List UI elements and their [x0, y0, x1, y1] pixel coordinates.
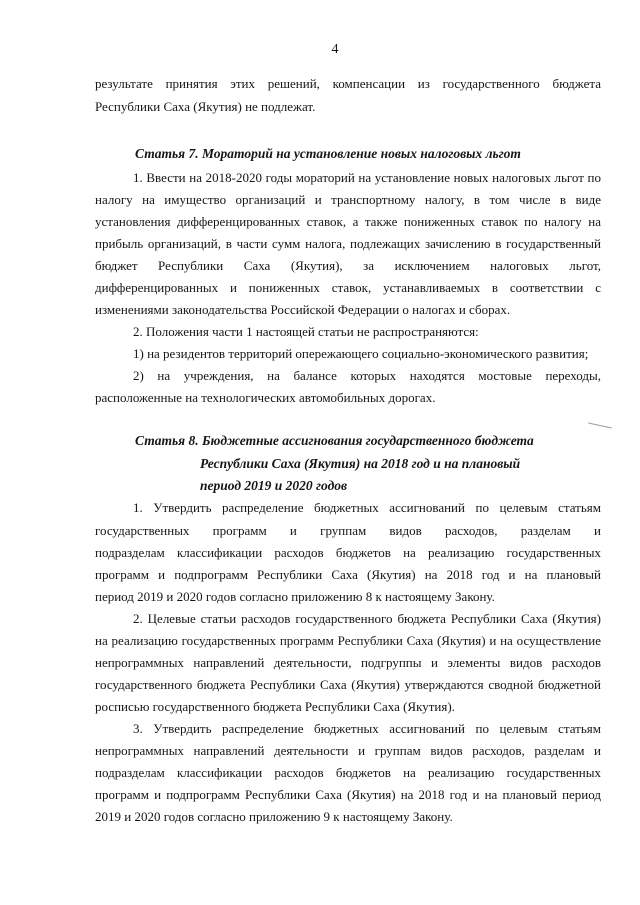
text-line: 1) на резидентов территорий опережающего социально-экономического развития; — [133, 346, 589, 361]
text-line: Республики Саха (Якутия) не подлежат. — [95, 99, 316, 114]
text-line: 1. Утвердить распределение бюджетных ассигнований по целевым статьям — [133, 500, 601, 515]
text-line: 3. Утвердить распределение бюджетных ассигнований по целевым статьям — [133, 721, 601, 736]
text-line: налогу на имущество организаций и транспортному налогу, в том числе в виде — [95, 192, 601, 207]
text-line: росписью государственного бюджета Республики Саха (Якутия). — [95, 699, 455, 714]
text-line: 2. Положения части 1 настоящей статьи не распространяются: — [133, 324, 479, 339]
text-line: 1. Ввести на 2018-2020 годы мораторий на установление новых налоговых льгот по — [133, 170, 601, 185]
margin-mark — [588, 423, 612, 429]
text-line: программ и подпрограмм Республики Саха (Якутия) на 2018 год и на плановый период — [95, 787, 601, 802]
text-line: изменениями законодательства Российской Федерации о налогах и сборах. — [95, 302, 511, 317]
article-8-heading-line-1: Статья 8. Бюджетные ассигнования государственного бюджета — [135, 433, 534, 448]
text-line: 2. Целевые статьи расходов государственного бюджета Республики Саха (Якутия) — [133, 611, 601, 626]
text-line: установления дифференцированных ставок, а также пониженных ставок по налогу на — [95, 214, 601, 229]
article-8-heading-line-2: Республики Саха (Якутия) на 2018 год и на плановый — [200, 456, 521, 471]
text-line: бюджет Республики Саха (Якутия), за исключением налоговых льгот, — [95, 258, 601, 273]
text-line: непрограммных направлений деятельности, подгруппы и элементы видов расходов — [95, 655, 601, 670]
text-line: подразделам классификации расходов бюджетов на реализацию государственных — [95, 765, 601, 780]
text-line: на реализацию государственных программ Республики Саха (Якутия) и на осуществление — [95, 633, 601, 648]
text-line: непрограммных направлений деятельности и группам видов расходов, разделам и — [95, 743, 601, 758]
text-line: результате принятия этих решений, компенсации из государственного бюджета — [95, 76, 601, 91]
text-line: прибыль организаций, в части сумм налога, подлежащих зачислению в государственный — [95, 236, 601, 251]
text-line: период 2019 и 2020 годов согласно приложению 8 к настоящему Закону. — [95, 589, 495, 604]
text-line: программ и подпрограмм Республики Саха (Якутия) на 2018 год и на плановый — [95, 567, 601, 582]
page-number: 4 — [331, 42, 339, 57]
text-line: подразделам классификации расходов бюджетов на реализацию государственных — [95, 545, 601, 560]
article-7-heading: Статья 7. Мораторий на установление новых налоговых льгот — [135, 146, 521, 161]
text-line: дифференцированных и пониженных ставок, устанавливаемых в соответствии с — [95, 280, 601, 295]
text-line: расположенные на технологических автомобильных дорогах. — [95, 390, 436, 405]
text-line: государственного бюджета Республики Саха (Якутия) утверждаются сводной бюджетной — [95, 677, 601, 692]
text-line: 2019 и 2020 годов согласно приложению 9 к настоящему Закону. — [95, 809, 453, 824]
article-8-heading-line-3: период 2019 и 2020 годов — [200, 478, 348, 493]
text-line: государственных программ и группам видов расходов, разделам и — [95, 523, 601, 538]
text-line: 2) на учреждения, на балансе которых находятся мостовые переходы, — [133, 368, 601, 383]
